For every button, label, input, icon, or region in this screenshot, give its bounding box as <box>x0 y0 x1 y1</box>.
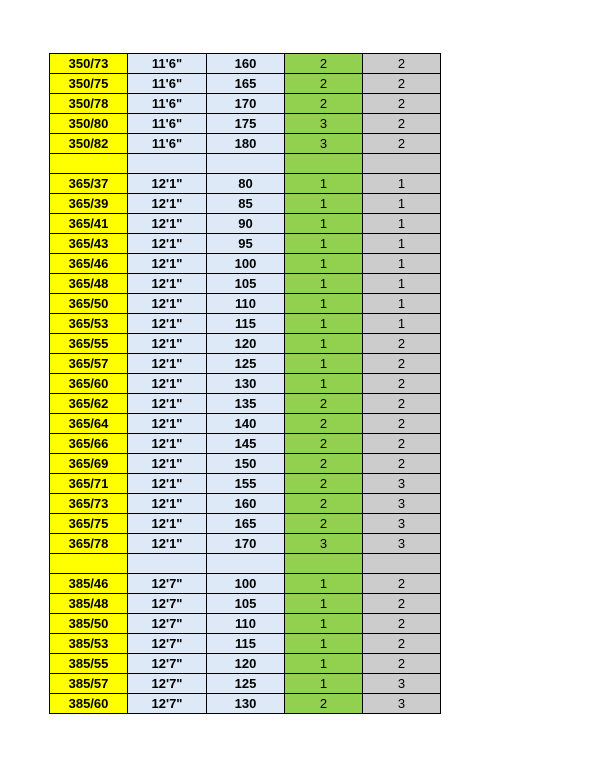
col5-cell: 2 <box>363 434 441 454</box>
size-cell: 365/78 <box>50 534 128 554</box>
weight-cell: 180 <box>207 134 285 154</box>
weight-cell: 95 <box>207 234 285 254</box>
weight-cell: 165 <box>207 74 285 94</box>
col4-cell: 1 <box>285 334 363 354</box>
length-cell: 12'1" <box>128 254 207 274</box>
table-row <box>50 74 441 94</box>
weight-cell: 175 <box>207 114 285 134</box>
length-cell: 12'1" <box>128 174 207 194</box>
table-row <box>50 334 441 354</box>
col5-cell: 3 <box>363 694 441 714</box>
length-cell: 12'7" <box>128 614 207 634</box>
length-cell: 12'7" <box>128 594 207 614</box>
table-row <box>50 694 441 714</box>
table-row <box>50 94 441 114</box>
size-cell: 365/60 <box>50 374 128 394</box>
col5-cell: 2 <box>363 634 441 654</box>
col4-cell: 2 <box>285 454 363 474</box>
table-row <box>50 514 441 534</box>
col4-cell <box>285 554 363 574</box>
col4-cell: 1 <box>285 674 363 694</box>
length-cell: 12'1" <box>128 534 207 554</box>
col5-cell: 2 <box>363 74 441 94</box>
col4-cell: 1 <box>285 634 363 654</box>
size-cell: 365/41 <box>50 214 128 234</box>
table-row <box>50 294 441 314</box>
col5-cell: 1 <box>363 214 441 234</box>
table-row <box>50 614 441 634</box>
weight-cell: 90 <box>207 214 285 234</box>
length-cell: 12'1" <box>128 454 207 474</box>
col4-cell <box>285 154 363 174</box>
table-row <box>50 594 441 614</box>
size-cell: 365/39 <box>50 194 128 214</box>
weight-cell <box>207 554 285 574</box>
col5-cell: 2 <box>363 594 441 614</box>
size-cell: 385/60 <box>50 694 128 714</box>
table-row <box>50 374 441 394</box>
col4-cell: 2 <box>285 434 363 454</box>
col5-cell: 2 <box>363 654 441 674</box>
table-row <box>50 394 441 414</box>
table-row <box>50 434 441 454</box>
table-row <box>50 274 441 294</box>
col4-cell: 2 <box>285 394 363 414</box>
size-cell: 365/64 <box>50 414 128 434</box>
size-cell: 385/55 <box>50 654 128 674</box>
length-cell: 12'1" <box>128 474 207 494</box>
size-cell <box>50 154 128 174</box>
col4-cell: 2 <box>285 494 363 514</box>
col4-cell: 1 <box>285 234 363 254</box>
weight-cell: 120 <box>207 334 285 354</box>
length-cell <box>128 554 207 574</box>
col5-cell: 3 <box>363 494 441 514</box>
length-cell: 12'1" <box>128 214 207 234</box>
length-cell: 12'7" <box>128 694 207 714</box>
col4-cell: 1 <box>285 314 363 334</box>
size-cell: 365/53 <box>50 314 128 334</box>
col4-cell: 2 <box>285 94 363 114</box>
col4-cell: 3 <box>285 534 363 554</box>
col5-cell <box>363 554 441 574</box>
table-row <box>50 134 441 154</box>
col5-cell: 1 <box>363 174 441 194</box>
weight-cell: 145 <box>207 434 285 454</box>
size-cell: 365/43 <box>50 234 128 254</box>
table-row <box>50 414 441 434</box>
length-cell: 12'1" <box>128 194 207 214</box>
spec-table-body <box>50 54 441 714</box>
table-row <box>50 174 441 194</box>
length-cell: 12'1" <box>128 294 207 314</box>
length-cell: 12'1" <box>128 314 207 334</box>
length-cell: 12'1" <box>128 274 207 294</box>
table-row <box>50 654 441 674</box>
col5-cell: 2 <box>363 54 441 74</box>
weight-cell: 170 <box>207 94 285 114</box>
weight-cell: 155 <box>207 474 285 494</box>
length-cell: 12'7" <box>128 654 207 674</box>
weight-cell: 135 <box>207 394 285 414</box>
size-cell: 365/55 <box>50 334 128 354</box>
weight-cell: 130 <box>207 694 285 714</box>
col5-cell: 1 <box>363 234 441 254</box>
size-cell: 385/46 <box>50 574 128 594</box>
col5-cell: 2 <box>363 454 441 474</box>
col4-cell: 2 <box>285 414 363 434</box>
col5-cell: 1 <box>363 274 441 294</box>
size-cell: 365/69 <box>50 454 128 474</box>
table-row <box>50 214 441 234</box>
col4-cell: 1 <box>285 214 363 234</box>
weight-cell: 110 <box>207 614 285 634</box>
length-cell: 11'6" <box>128 94 207 114</box>
table-row <box>50 474 441 494</box>
col5-cell: 3 <box>363 534 441 554</box>
col4-cell: 1 <box>285 354 363 374</box>
table-row <box>50 254 441 274</box>
size-cell: 365/50 <box>50 294 128 314</box>
table-row <box>50 574 441 594</box>
weight-cell: 80 <box>207 174 285 194</box>
col4-cell: 1 <box>285 594 363 614</box>
col4-cell: 1 <box>285 274 363 294</box>
col4-cell: 3 <box>285 134 363 154</box>
table-row <box>50 634 441 654</box>
col5-cell: 2 <box>363 394 441 414</box>
weight-cell: 100 <box>207 574 285 594</box>
size-cell: 350/75 <box>50 74 128 94</box>
table-row <box>50 454 441 474</box>
weight-cell: 140 <box>207 414 285 434</box>
weight-cell: 115 <box>207 314 285 334</box>
weight-cell: 85 <box>207 194 285 214</box>
weight-cell: 150 <box>207 454 285 474</box>
size-cell <box>50 554 128 574</box>
size-cell: 365/46 <box>50 254 128 274</box>
col5-cell: 1 <box>363 254 441 274</box>
length-cell: 12'1" <box>128 234 207 254</box>
weight-cell: 115 <box>207 634 285 654</box>
col5-cell: 3 <box>363 474 441 494</box>
length-cell: 12'1" <box>128 514 207 534</box>
size-cell: 350/80 <box>50 114 128 134</box>
col4-cell: 1 <box>285 574 363 594</box>
weight-cell: 110 <box>207 294 285 314</box>
size-cell: 350/73 <box>50 54 128 74</box>
table-row <box>50 534 441 554</box>
weight-cell: 125 <box>207 674 285 694</box>
table-row <box>50 674 441 694</box>
col4-cell: 1 <box>285 174 363 194</box>
size-cell: 350/82 <box>50 134 128 154</box>
col5-cell: 2 <box>363 574 441 594</box>
length-cell <box>128 154 207 174</box>
size-cell: 365/75 <box>50 514 128 534</box>
table-row <box>50 314 441 334</box>
table-row <box>50 114 441 134</box>
length-cell: 11'6" <box>128 74 207 94</box>
col5-cell: 2 <box>363 114 441 134</box>
col4-cell: 1 <box>285 254 363 274</box>
col5-cell: 2 <box>363 374 441 394</box>
table-row <box>50 194 441 214</box>
weight-cell: 170 <box>207 534 285 554</box>
col5-cell: 1 <box>363 194 441 214</box>
length-cell: 12'1" <box>128 414 207 434</box>
col5-cell: 2 <box>363 354 441 374</box>
spacer-row <box>50 154 441 174</box>
size-cell: 365/66 <box>50 434 128 454</box>
col5-cell: 2 <box>363 334 441 354</box>
col5-cell: 2 <box>363 94 441 114</box>
length-cell: 12'1" <box>128 494 207 514</box>
size-cell: 350/78 <box>50 94 128 114</box>
table-row <box>50 494 441 514</box>
col4-cell: 1 <box>285 194 363 214</box>
length-cell: 11'6" <box>128 54 207 74</box>
weight-cell: 105 <box>207 594 285 614</box>
length-cell: 12'1" <box>128 374 207 394</box>
col4-cell: 1 <box>285 374 363 394</box>
size-cell: 385/50 <box>50 614 128 634</box>
table-row <box>50 354 441 374</box>
col5-cell: 2 <box>363 614 441 634</box>
col4-cell: 2 <box>285 514 363 534</box>
size-cell: 365/37 <box>50 174 128 194</box>
col4-cell: 1 <box>285 654 363 674</box>
size-cell: 365/71 <box>50 474 128 494</box>
size-cell: 365/57 <box>50 354 128 374</box>
weight-cell: 160 <box>207 494 285 514</box>
length-cell: 12'1" <box>128 394 207 414</box>
length-cell: 12'7" <box>128 574 207 594</box>
col4-cell: 2 <box>285 694 363 714</box>
length-cell: 12'7" <box>128 634 207 654</box>
weight-cell: 165 <box>207 514 285 534</box>
length-cell: 12'7" <box>128 674 207 694</box>
weight-cell <box>207 154 285 174</box>
weight-cell: 120 <box>207 654 285 674</box>
col5-cell: 1 <box>363 314 441 334</box>
length-cell: 12'1" <box>128 334 207 354</box>
weight-cell: 125 <box>207 354 285 374</box>
length-cell: 12'1" <box>128 354 207 374</box>
col5-cell: 3 <box>363 674 441 694</box>
col4-cell: 1 <box>285 614 363 634</box>
col4-cell: 2 <box>285 54 363 74</box>
size-cell: 385/57 <box>50 674 128 694</box>
col5-cell: 3 <box>363 514 441 534</box>
size-cell: 385/53 <box>50 634 128 654</box>
length-cell: 11'6" <box>128 114 207 134</box>
table-row <box>50 234 441 254</box>
col5-cell: 2 <box>363 414 441 434</box>
col4-cell: 2 <box>285 74 363 94</box>
col5-cell <box>363 154 441 174</box>
size-cell: 365/62 <box>50 394 128 414</box>
col4-cell: 1 <box>285 294 363 314</box>
weight-cell: 100 <box>207 254 285 274</box>
length-cell: 11'6" <box>128 134 207 154</box>
col5-cell: 2 <box>363 134 441 154</box>
col4-cell: 2 <box>285 474 363 494</box>
col4-cell: 3 <box>285 114 363 134</box>
col5-cell: 1 <box>363 294 441 314</box>
weight-cell: 130 <box>207 374 285 394</box>
spec-table <box>49 53 441 714</box>
weight-cell: 160 <box>207 54 285 74</box>
length-cell: 12'1" <box>128 434 207 454</box>
table-row <box>50 54 441 74</box>
size-cell: 365/73 <box>50 494 128 514</box>
size-cell: 365/48 <box>50 274 128 294</box>
size-cell: 385/48 <box>50 594 128 614</box>
spacer-row <box>50 554 441 574</box>
weight-cell: 105 <box>207 274 285 294</box>
